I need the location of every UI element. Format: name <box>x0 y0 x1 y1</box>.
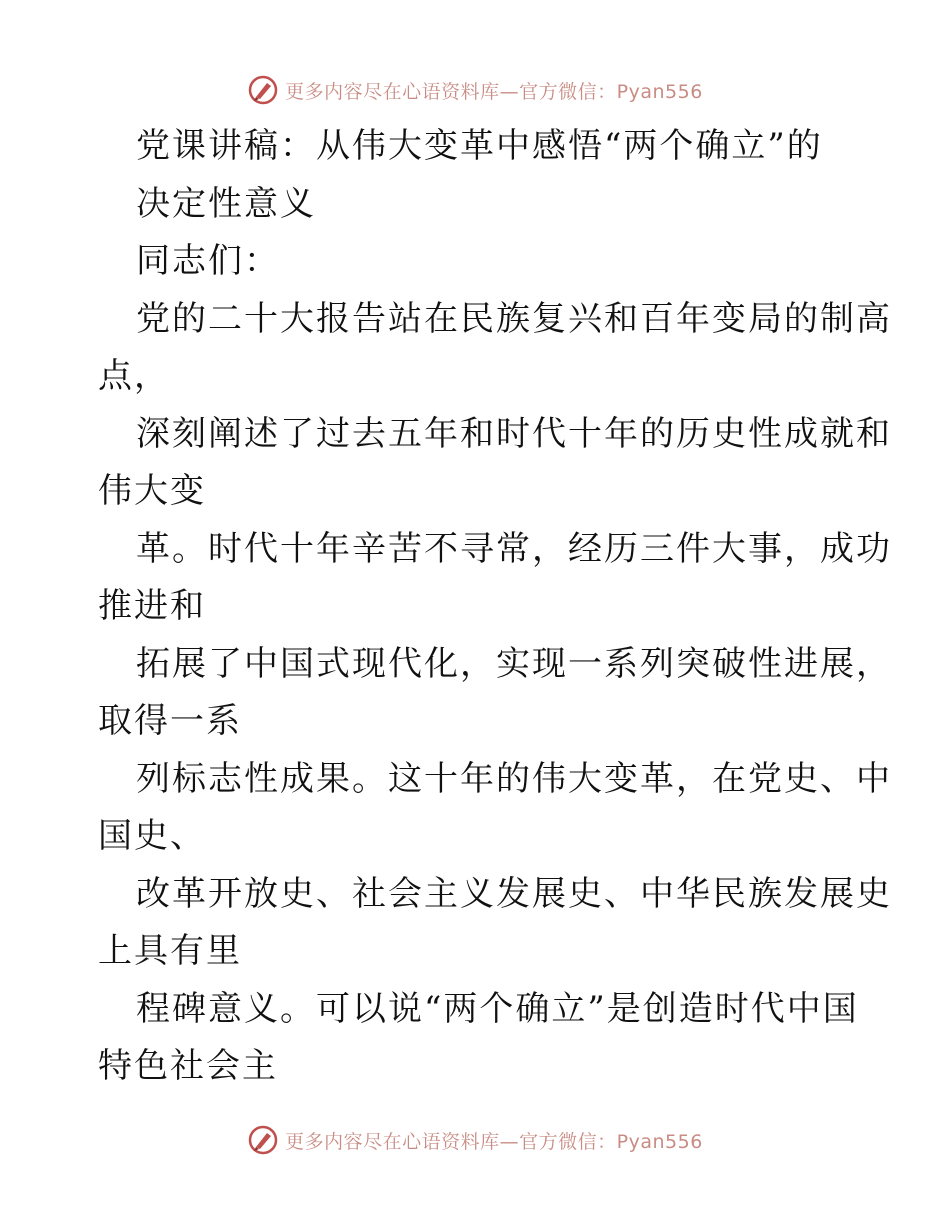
text-line: 党的二十大报告站在民族复兴和百年变局的制高 <box>136 298 892 339</box>
text-line: 上具有里 <box>98 931 242 971</box>
text-line: 决定性意义 <box>136 183 316 224</box>
text-line: 列标志性成果。这十年的伟大变革，在党史、中 <box>136 758 892 799</box>
text-line: 点， <box>98 356 170 396</box>
watermark-text: 更多内容尽在心语资料库—官方微信：Pyan556 <box>285 1130 703 1153</box>
text-line: 推进和 <box>98 586 206 626</box>
document-body <box>98 118 892 1096</box>
text-line: 革。时代十年辛苦不寻常，经历三件大事，成功 <box>136 528 892 569</box>
footer-watermark <box>0 1120 950 1160</box>
text-line: 程碑意义。可以说“两个确立”是创造时代中国 <box>136 988 859 1029</box>
text-line: 拓展了中国式现代化，实现一系列突破性进展， <box>136 643 892 684</box>
text-line: 深刻阐述了过去五年和时代十年的历史性成就和 <box>136 413 892 454</box>
pen-logo-icon <box>247 1124 279 1156</box>
header-watermark <box>0 70 950 110</box>
text-line: 同志们： <box>136 241 280 281</box>
text-line: 特色社会主 <box>98 1046 278 1086</box>
text-line: 取得一系 <box>98 701 242 741</box>
text-line: 伟大变 <box>98 471 206 511</box>
pen-logo-icon <box>247 74 279 106</box>
text-line: 党课讲稿：从伟大变革中感悟“两个确立”的 <box>136 126 823 166</box>
watermark-text: 更多内容尽在心语资料库—官方微信：Pyan556 <box>285 80 703 103</box>
text-line: 改革开放史、社会主义发展史、中华民族发展史 <box>136 873 892 914</box>
text-line: 国史、 <box>98 816 206 856</box>
